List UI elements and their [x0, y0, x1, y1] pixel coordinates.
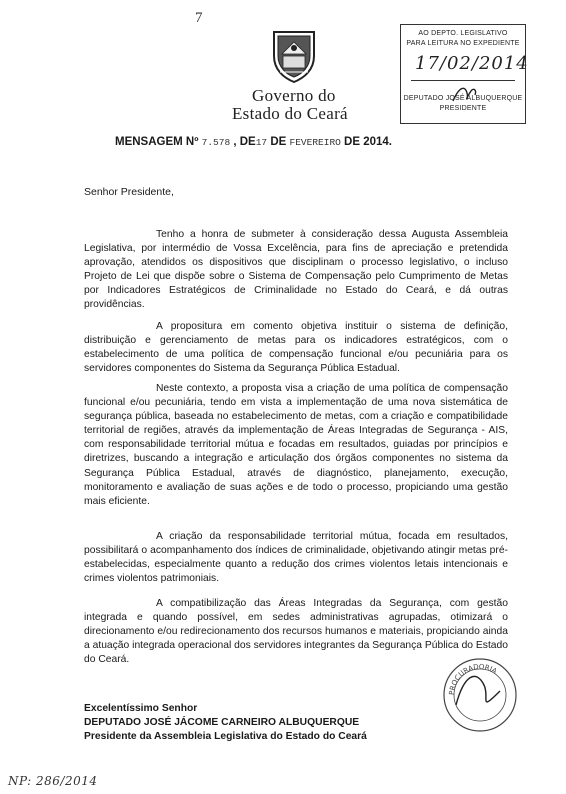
- paragraph: [84, 228, 508, 313]
- paragraph-text: Neste contexto, a proposta visa a criação de uma política de compensação funcional e/ou pecuniária, tendo em vista a implementação de uma nova sistemática de segurança pública, baseada no estabelecimento de metas, com a criação e compatibilidade territorial de regiões, através da implementação de Áreas Integradas de Segurança - AIS, com responsabilidade territorial mútua e focadas em resultados, guiadas por princípios e diretrizes, buscando a integração e articulação dos órgãos componentes no sistema da Segurança Pública Estadual, através de diagnóstico, planejamento, execução, monitoramento e avaliação de suas ações e de todo o processo, propiciando uma gestão mais eficiente.: [84, 383, 508, 507]
- paragraph-text: Tenho a honra de submeter à consideração dessa Augusta Assembleia Legislativa, por intermédio de Vossa Excelência, para fins de apreciação e pretendida aprovação, atendidos os dispositivos que disciplinam o processo legislativo, o incluso Projeto de Lei que dispõe sobre o Sistema de Compensação pelo Cumprimento de Metas por Indicadores Estratégicos de Criminalidade no Estado do Ceará, e dá outras providências.: [84, 229, 508, 311]
- salutation: Senhor Presidente,: [84, 186, 174, 198]
- paragraph-text: A propositura em comento objetiva instituir o sistema de definição, distribuição e gerenciamento de metas para os indicadores estratégicos, com o estabelecimento de uma política de compensação funcional e/ou pecuniária para os servidores componentes do Sistema da Segurança Pública Estadual.: [84, 321, 508, 375]
- reading-stamp: [400, 24, 529, 124]
- message-de2: DE: [270, 136, 287, 148]
- government-title-line1: Governo do: [252, 86, 336, 105]
- seal-text: PROCURADORIA: [447, 662, 499, 696]
- stamp-divider: [411, 80, 515, 81]
- stamp-heading-line2: PARA LEITURA NO EXPEDIENTE: [406, 40, 520, 47]
- page-number: 7: [195, 10, 203, 26]
- addressee-block: [84, 702, 367, 744]
- paragraph-text: A criação da responsabilidade territorial mútua, focada em resultados, possibilitará o acompanhamento dos índices de criminalidade, objetivando atingir metas pré-estabelecidas, especialmente quanto a redução dos crimes violentos letais intencionais e crimes violentos patrimoniais.: [84, 531, 508, 585]
- message-year: DE 2014.: [344, 136, 392, 148]
- state-coat-of-arms-logo: [268, 26, 320, 84]
- addressee-name: DEPUTADO JOSÉ JÁCOME CARNEIRO ALBUQUERQUE: [84, 717, 360, 728]
- stamp-date: 17/02/2014: [415, 53, 529, 74]
- procuradoria-seal-stamp: [440, 655, 520, 735]
- paragraph-text: A compatibilização das Áreas Integradas da Segurança, com gestão integrada e quando possível, em sedes administrativas agrupadas, otimizará o direcionamento e/ou redirecionamento dos recursos humanos e materiais, propiciando ainda a atuação integrada operacional dos servidores integrantes da Segurança Pública do Estado do Ceará.: [84, 598, 508, 666]
- message-number: 7.578: [201, 137, 231, 148]
- stamp-signatory: DEPUTADO JOSÉ ALBUQUERQUE: [403, 95, 523, 102]
- stamp-heading-line1: AO DEPTO. LEGISLATIVO: [418, 30, 508, 37]
- svg-text:PROCURADORIA: [448, 663, 498, 695]
- message-label: MENSAGEM Nº: [115, 136, 199, 148]
- message-day: 17: [255, 137, 268, 148]
- message-heading: [115, 136, 392, 148]
- paragraph: [84, 530, 508, 586]
- handwritten-note: NP: 286/2014: [8, 774, 98, 788]
- paragraph: [84, 382, 508, 509]
- addressee-title: Presidente da Assembleia Legislativa do Estado do Ceará: [84, 731, 367, 742]
- addressee-salutation: Excelentíssimo Senhor: [84, 703, 198, 714]
- message-de-label: , DE: [233, 136, 256, 148]
- message-month: FEVEREIRO: [289, 137, 341, 148]
- paragraph: [84, 320, 508, 376]
- government-title-line2: Estado do Ceará: [232, 104, 348, 123]
- stamp-signatory-title: PRESIDENTE: [439, 105, 487, 112]
